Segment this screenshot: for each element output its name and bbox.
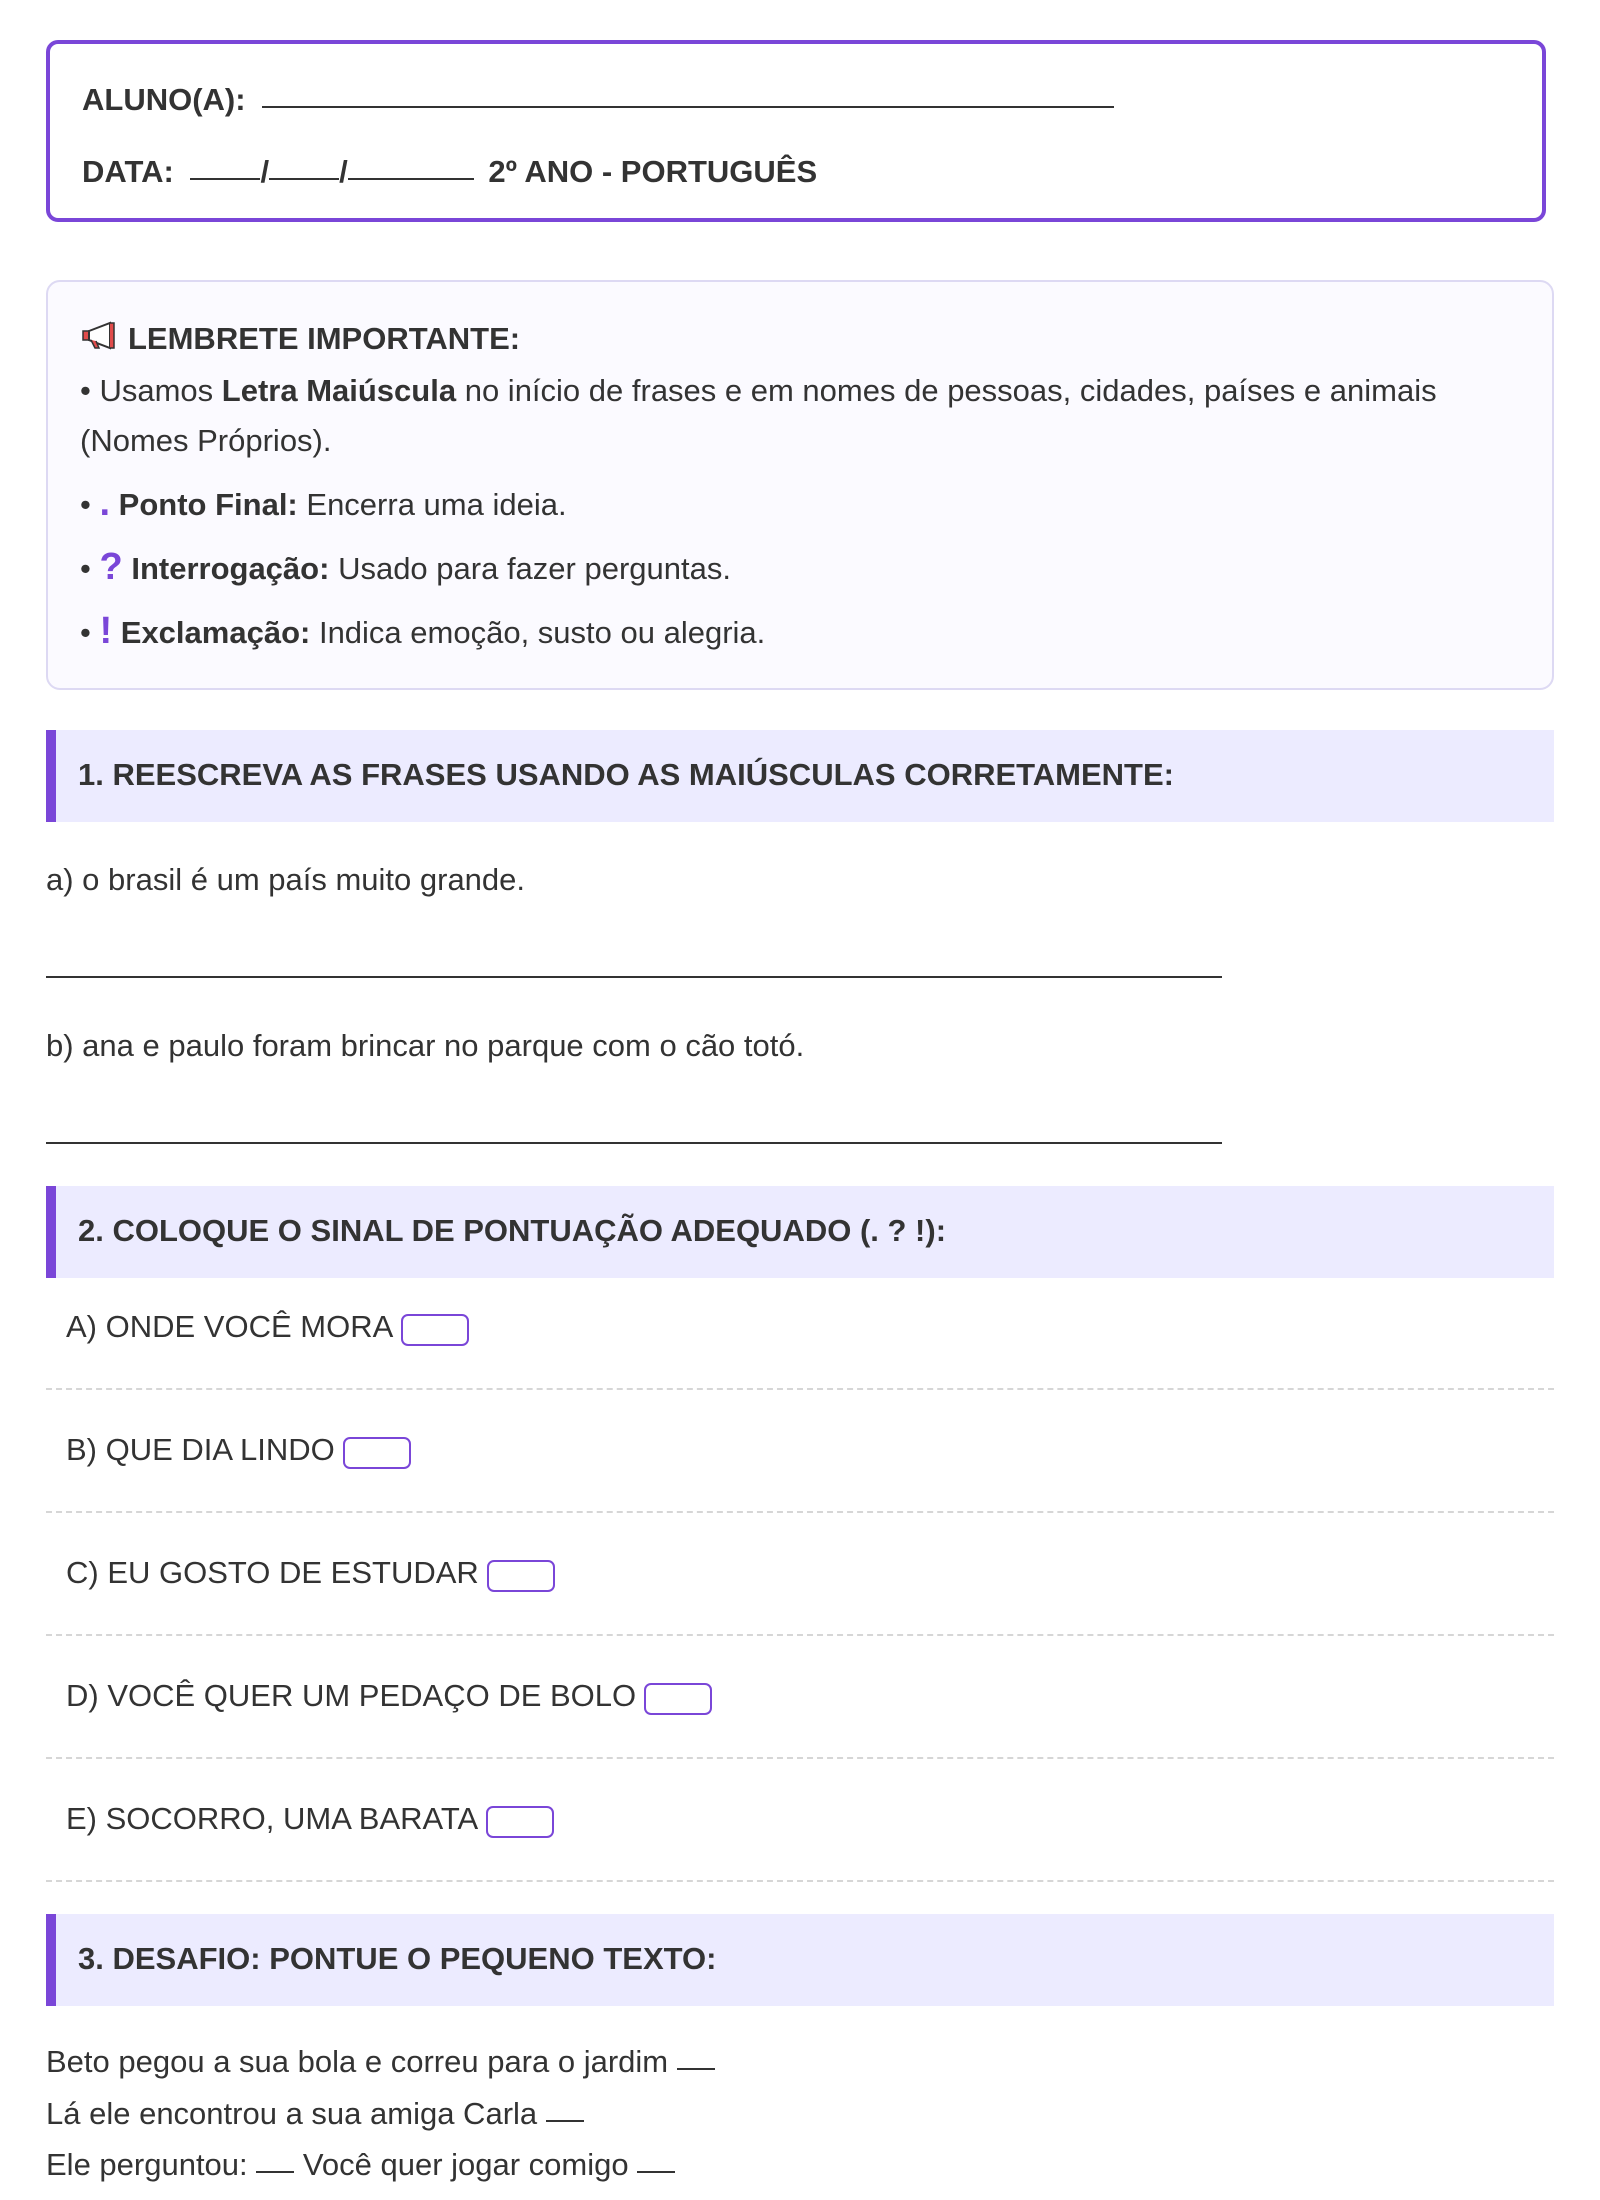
section-1-header: [46, 730, 1554, 822]
story-text: Você quer jogar comigo: [302, 2147, 629, 2182]
reminder-item-period: [80, 478, 1530, 530]
story-line-1: [46, 2044, 715, 2080]
exclamation-symbol: !: [99, 610, 113, 652]
answer-line-1a[interactable]: [46, 976, 1222, 978]
item-label: Exclamação:: [120, 615, 311, 650]
rule-bold: Letra Maiúscula: [221, 373, 457, 408]
date-row: [82, 154, 817, 190]
bullet: •: [80, 615, 91, 650]
story-blank[interactable]: [256, 2170, 294, 2173]
date-label: DATA:: [82, 154, 174, 189]
story-text: Beto pegou a sua bola e correu para o jardim: [46, 2044, 669, 2079]
story-blank[interactable]: [677, 2067, 715, 2070]
section-2-header: [46, 1186, 1554, 1278]
story-text: Ele perguntou:: [46, 2147, 248, 2182]
punct-row-c: [46, 1514, 1554, 1636]
grade-subject: 2º ANO - PORTUGUÊS: [488, 154, 818, 189]
section-3-header: [46, 1914, 1554, 2006]
punct-row-e: [46, 1760, 1554, 1882]
section-1-title: 1. REESCREVA AS FRASES USANDO AS MAIÚSCULAS CORRETAMENTE:: [78, 757, 1174, 792]
student-name-row: [82, 82, 1114, 118]
reminder-title: [80, 320, 520, 358]
reminder-title-text: LEMBRETE IMPORTANTE:: [128, 321, 521, 356]
item-text: Indica emoção, susto ou alegria.: [318, 615, 766, 650]
item-label: Interrogação:: [131, 551, 330, 586]
date-separator: /: [339, 154, 348, 189]
section-2-title: 2. COLOQUE O SINAL DE PONTUAÇÃO ADEQUADO (. ? !):: [78, 1213, 947, 1248]
bullet: •: [80, 487, 91, 522]
answer-line-1b[interactable]: [46, 1142, 1222, 1144]
date-separator: /: [260, 154, 270, 189]
punct-sentence: B) QUE DIA LINDO: [66, 1432, 335, 1467]
date-year-field[interactable]: [348, 177, 474, 180]
exercise-1b: b) ana e paulo foram brincar no parque com o cão totó.: [46, 1028, 805, 1063]
rule-text: no início de frases e em nomes de pessoas, cidades, países e animais: [456, 373, 1437, 408]
story-blank[interactable]: [637, 2170, 675, 2173]
punct-answer-box[interactable]: [343, 1437, 411, 1469]
punct-sentence: A) ONDE VOCÊ MORA: [66, 1309, 394, 1344]
punct-answer-box[interactable]: [401, 1314, 469, 1346]
item-text: Encerra uma ideia.: [306, 487, 567, 522]
story-blank[interactable]: [546, 2119, 584, 2122]
date-day-field[interactable]: [190, 177, 260, 180]
bullet: •: [80, 551, 91, 586]
reminder-item-exclamation: [80, 606, 1530, 658]
punct-answer-box[interactable]: [644, 1683, 712, 1715]
punct-answer-box[interactable]: [486, 1806, 554, 1838]
period-symbol: .: [99, 482, 111, 524]
student-header: [46, 40, 1546, 222]
punct-row-a: [46, 1268, 1554, 1390]
story-text: Lá ele encontrou a sua amiga Carla: [46, 2096, 538, 2131]
reminder-item-question: [80, 542, 1530, 594]
item-text: Usado para fazer perguntas.: [338, 551, 731, 586]
question-symbol: ?: [99, 546, 123, 588]
rule-text: (Nomes Próprios).: [80, 423, 332, 458]
megaphone-icon: [80, 320, 118, 358]
punct-row-d: [46, 1637, 1554, 1759]
student-name-field[interactable]: [262, 105, 1114, 108]
punct-sentence: E) SOCORRO, UMA BARATA: [66, 1801, 479, 1836]
exercise-1a: a) o brasil é um país muito grande.: [46, 862, 526, 897]
section-3-title: 3. DESAFIO: PONTUE O PEQUENO TEXTO:: [78, 1941, 717, 1976]
student-label: ALUNO(A):: [82, 82, 246, 117]
punct-sentence: C) EU GOSTO DE ESTUDAR: [66, 1555, 479, 1590]
punct-row-b: [46, 1391, 1554, 1513]
date-month-field[interactable]: [269, 177, 339, 180]
punct-sentence: D) VOCÊ QUER UM PEDAÇO DE BOLO: [66, 1678, 637, 1713]
punct-answer-box[interactable]: [487, 1560, 555, 1592]
story-line-2: [46, 2096, 584, 2132]
story-line-3: [46, 2147, 675, 2183]
rule-text: • Usamos: [80, 373, 222, 408]
reminder-box: [46, 280, 1554, 690]
item-label: Ponto Final:: [118, 487, 298, 522]
reminder-rule-capital: [80, 366, 1530, 466]
